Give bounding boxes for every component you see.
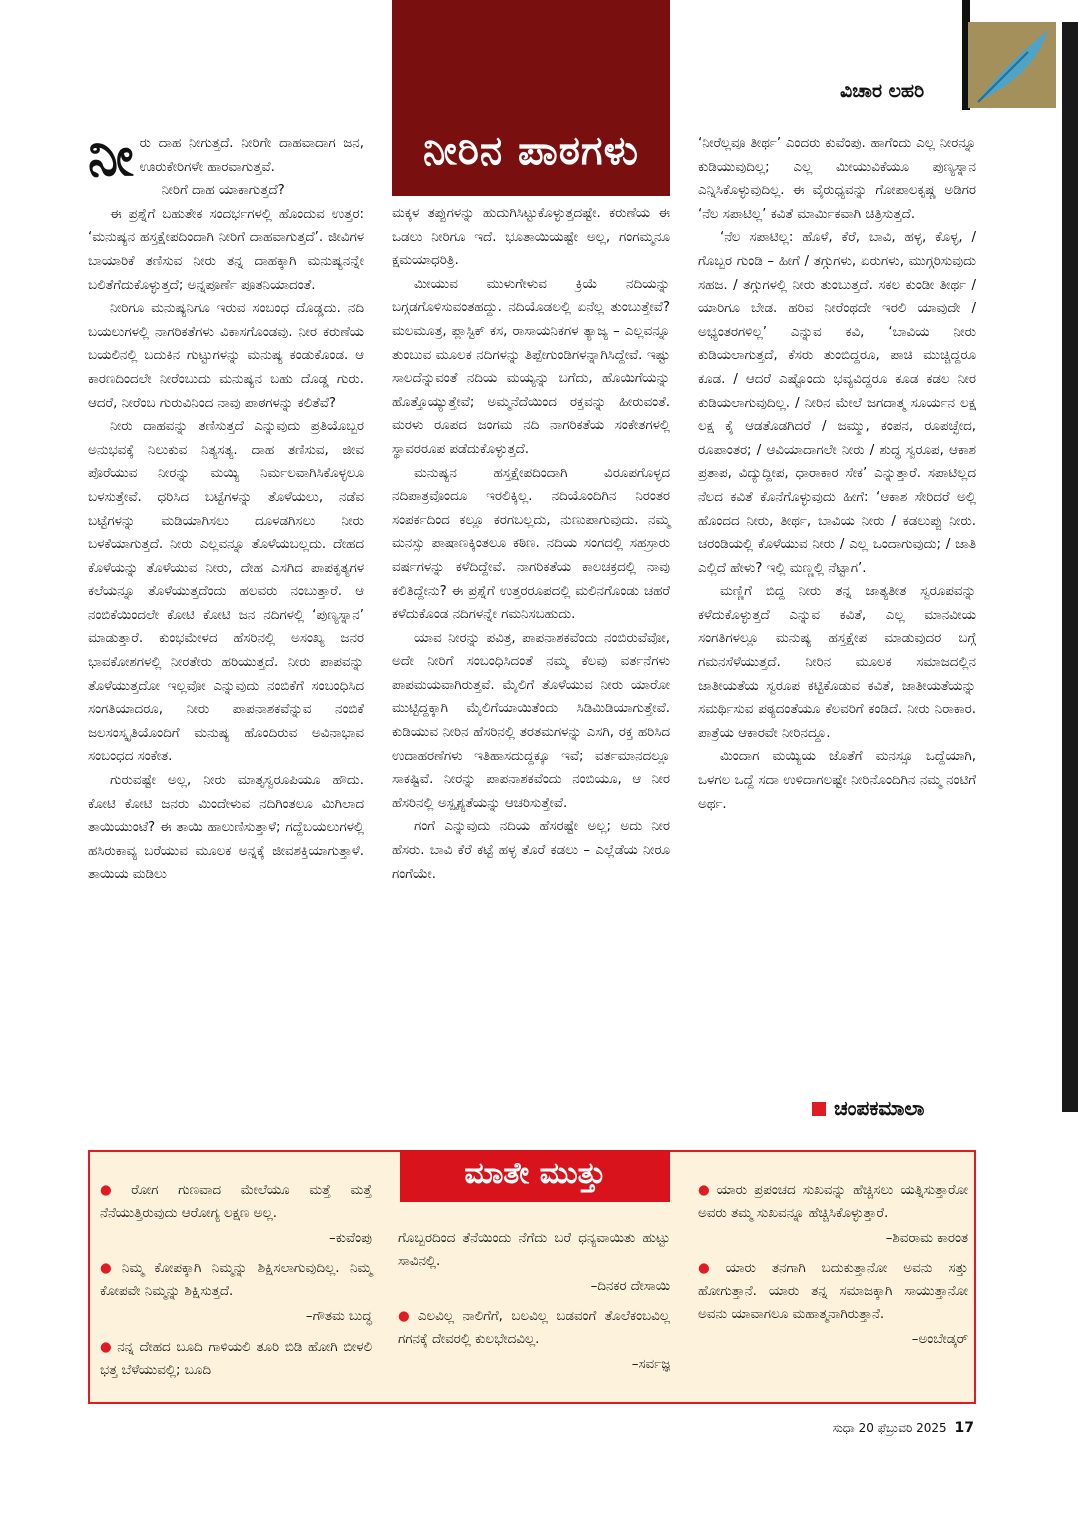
- drop-cap: ನೀ: [88, 125, 134, 188]
- quote-attribution: –ಶಿವರಾಮ ಕಾರಂತ: [885, 1230, 968, 1246]
- article-paragraph: ಯಾವ ನೀರನ್ನು ಪವಿತ್ರ, ಪಾಪನಾಶಕವೆಂದು ನಂಬಿರುವೆವೋ, ಅದೇ ನೀರಿಗೆ ಸಂಬಂಧಿಸಿದಂತೆ ನಮ್ಮ ಕೆಲವು ವರ್ತನೆಗಳು ಪಾಪಮಯವಾಗಿರುತ್ತವೆ. ಮೈಲಿಗೆ ತೊಳೆಯುವ ನೀರು ಯಾರೋ ಮುಟ್ಟಿದ್ದಕ್ಕಾಗಿ ಮೈಲಿಗೆಯಾಯಿತೆಂದು ಸಿಡಿಮಿಡಿಯಾಗುತ್ತೇವೆ. ಕುಡಿಯುವ ನೀರಿನ ಹೆಸರಿನಲ್ಲಿ ತರತಮಗಳನ್ನು ಎಸಗಿ, ರಕ್ತ ಹರಿಸಿದ ಉದಾಹರಣೆಗಳು ಇತಿಹಾಸದುದ್ದಕ್ಕೂ ಇವೆ; ವರ್ತಮಾನದಲ್ಲೂ ಸಾಕಷ್ಟಿವೆ. ನೀರನ್ನು ಪಾಪನಾಶಕವೆಂದು ನಂಬಿಯೂ, ಆ ನೀರ ಹೆಸರಿನಲ್ಲಿ ಅಸ್ಪೃಶ್ಯತೆಯನ್ನು ಆಚರಿಸುತ್ತೇವೆ.: [392, 630, 670, 811]
- quotes-column-3: [698, 1180, 968, 1360]
- article-paragraph: ‘ನೀರೆಲ್ಲವೂ ತೀರ್ಥ’ ಎಂದರು ಕುವೆಂಪು. ಹಾಗೆಂದು ಎಲ್ಲ ನೀರನ್ನೂ ಕುಡಿಯುವುದಿಲ್ಲ; ಎಲ್ಲ ಮೀಯುವಿಕೆಯೂ ಪುಣ್ಯಸ್ನಾನ ಎನ್ನಿಸಿಕೊಳ್ಳುವುದಿಲ್ಲ. ಈ ವೈರುಧ್ಯವನ್ನು ಗೋಪಾಲಕೃಷ್ಣ ಅಡಿಗರ ‘ನೆಲ ಸಪಾಟಿಲ್ಲ’ ಕವಿತೆ ಮಾರ್ಮಿಕವಾಗಿ ಚಿತ್ರಿಸುತ್ತದೆ.: [698, 136, 976, 222]
- bullet-icon: ●: [698, 1183, 713, 1198]
- bullet-icon: ●: [100, 1339, 114, 1355]
- quote-item: ಗೊಬ್ಬರದಿಂದ ತೆನೆಯಿಂದು ನೆಗೆದು ಬರೆ ಧನ್ಯವಾಯಿತು ಹುಟ್ಟು ಸಾವಿನಲ್ಲಿ.: [398, 1231, 670, 1269]
- article-column-3: [698, 132, 976, 816]
- article-title: ನೀರಿನ ಪಾಠಗಳು: [422, 128, 640, 174]
- quote-item: ● ಯಾರು ಪ್ರಪಂಚದ ಸುಖವನ್ನು ಹೆಚ್ಚಿಸಲು ಯತ್ನಿಸುತ್ತಾರೋ ಅವರು ತಮ್ಮ ಸುಖವನ್ನೂ ಹೆಚ್ಚಿಸಿಕೊಳ್ಳುತ್ತಾರೆ.: [698, 1183, 968, 1221]
- quotes-column-1: [100, 1180, 372, 1382]
- article-paragraph: ನೀರು ದಾಹವನ್ನು ತಣಿಸುತ್ತದೆ ಎನ್ನುವುದು ಪ್ರತಿಯೊಬ್ಬರ ಅನುಭವಕ್ಕೆ ನಿಲುಕುವ ನಿತ್ಯಸತ್ಯ. ದಾಹ ತಣಿಸುವ, ಜೀವ ಪೊರೆಯುವ ನೀರನ್ನು ಮಯ್ಯಿ ನಿರ್ಮಲವಾಗಿಸಿಕೊಳ್ಳಲೂ ಬಳಸುತ್ತೇವೆ. ಧರಿಸಿದ ಬಟ್ಟೆಗಳನ್ನು ತೊಳೆಯಲು, ನಡೆವ ಬಟ್ಟೆಗಳನ್ನು ಮಡಿಯಾಗಿಸಲು ದೂಳಡಗಿಸಲು ನೀರು ಬಳಕೆಯಾಗುತ್ತದೆ. ನೀರು ಎಲ್ಲವನ್ನೂ ತೊಳೆಯಬಲ್ಲದು. ದೇಹದ ಕೊಳೆಯನ್ನು ತೊಳೆಯುವ ನೀರು, ದೇಹ ಎಸಗಿದ ಪಾಪಕೃತ್ಯಗಳ ಕಲೆಯನ್ನೂ ತೊಳೆಯುತ್ತದೆಂದು ಹಲವರು ನಂಬುತ್ತಾರೆ. ಆ ನಂಬಿಕೆಯಿಂದಲೇ ಕೋಟಿ ಕೋಟಿ ಜನ ನದಿಗಳಲ್ಲಿ ‘ಪುಣ್ಯಸ್ನಾನ’ ಮಾಡುತ್ತಾರೆ. ಕುಂಭಮೇಳದ ಹೆಸರಿನಲ್ಲಿ ಅಸಂಖ್ಯ ಜನರ ಭಾವಕೋಶಗಳಲ್ಲಿ ನೀರತೇರು ಹರಿಯುತ್ತದೆ. ನೀರು ಪಾಪವನ್ನು ತೊಳೆಯುತ್ತದೋ ಇಲ್ಲವೋ ಎನ್ನುವುದು ನಂಬಿಕೆಗೆ ಸಂಬಂಧಿಸಿದ ಸಂಗತಿಯಾದರೂ, ನೀರು ಪಾಪನಾಶಕವೆನ್ನುವ ನಂಬಿಕೆ ಜಲಸಂಸ್ಕೃತಿಯೊಂದಿಗೆ ಮನುಷ್ಯ ಹೊಂದಿರುವ ಅವಿನಾಭಾವ ಸಂಬಂಧದ ಸಂಕೇತ.: [88, 419, 364, 765]
- article-paragraph: ಮಕ್ಕಳ ತಪ್ಪುಗಳನ್ನು ಹುದುಗಿಸಿಟ್ಟುಕೊಳ್ಳುತ್ತದಷ್ಟೇ. ಕರುಣೆಯ ಈ ಒಡಲು ನೀರಿಗೂ ಇದೆ. ಭೂತಾಯಿಯಷ್ಟೇ ಅಲ್ಲ, ಗಂಗಮ್ಮನೂ ಕ್ಷಮಯಾಧರಿತ್ರಿ.: [392, 206, 670, 269]
- article-paragraph: ನೀರಿಗೂ ಮನುಷ್ಯನಿಗೂ ಇರುವ ಸಂಬಂಧ ದೊಡ್ಡದು. ನದಿ ಬಯಲುಗಳಲ್ಲಿ ನಾಗರಿಕತೆಗಳು ವಿಕಾಸಗೊಂಡವು. ನೀರ ಕರುಣೆಯ ಬಯಲಿನಲ್ಲಿ ಬದುಕಿನ ಗುಟ್ಟುಗಳನ್ನು ಮನುಷ್ಯ ಕಂಡುಕೊಂಡ. ಆ ಕಾರಣದಿಂದಲೇ ನೀರೆಂಬುದು ಮನುಷ್ಯನ ಬಹು ದೊಡ್ಡ ಗುರು. ಆದರೆ, ನೀರೆಂಬ ಗುರುವಿನಿಂದ ನಾವು ಪಾಠಗಳನ್ನು ಕಲಿತೆವೆ?: [88, 301, 364, 411]
- article-paragraph: ಈ ಪ್ರಶ್ನೆಗೆ ಬಹುತೇಕ ಸಂದರ್ಭಗಳಲ್ಲಿ ಹೊಂದುವ ಉತ್ತರ: ‘ಮನುಷ್ಯನ ಹಸ್ತಕ್ಷೇಪದಿಂದಾಗಿ ನೀರಿಗೆ ದಾಹವಾಗುತ್ತದೆ’. ಜೀವಿಗಳ ಬಾಯಾರಿಕೆ ತಣಿಸುವ ನೀರು ತನ್ನ ದಾಹಕ್ಕಾಗಿ ಮನುಷ್ಯನನ್ನೇ ಬಲಿತೆಗೆದುಕೊಳ್ಳುತ್ತದೆ; ಅನ್ನಪೂರ್ಣೆ ಪೂತನಿಯಾದಂತೆ.: [88, 206, 364, 293]
- quote-item: ● ನನ್ನ ದೇಹದ ಬೂದಿ ಗಾಳಿಯಲಿ ತೂರಿ ಬಿಡಿ ಹೋಗಿ ಬೀಳಲಿ ಭತ್ತ ಬೆಳೆಯುವಲ್ಲಿ; ಬೂದಿ: [100, 1339, 372, 1378]
- quotes-title: ಮಾತೇ ಮುತ್ತು: [464, 1156, 606, 1191]
- quote-item: ● ನಿಮ್ಮ ಕೋಪಕ್ಕಾಗಿ ನಿಮ್ಮನ್ನು ಶಿಕ್ಷಿಸಲಾಗುವುದಿಲ್ಲ. ನಿಮ್ಮ ಕೋಪವೇ ನಿಮ್ಮನ್ನು ಶಿಕ್ಷಿಸುತ್ತದೆ.: [100, 1261, 372, 1300]
- bullet-icon: ●: [100, 1183, 128, 1198]
- bullet-icon: ●: [100, 1261, 118, 1277]
- article-column-1: [88, 125, 364, 887]
- quote-attribution: –ಅಂಬೇಡ್ಕರ್: [911, 1331, 968, 1347]
- decorative-side-strip: [1062, 22, 1078, 1112]
- red-square-icon: [812, 1102, 826, 1116]
- bullet-icon: ●: [398, 1309, 414, 1325]
- quote-attribution: –ದಿನಕರ ದೇಸಾಯಿ: [590, 1278, 670, 1294]
- author-name: ಚಂಪಕಮಾಲಾ: [834, 1096, 925, 1120]
- author-byline: [812, 1096, 924, 1120]
- article-paragraph: ಗುರುವಷ್ಟೇ ಅಲ್ಲ, ನೀರು ಮಾತೃಸ್ವರೂಪಿಯೂ ಹೌದು. ಕೋಟಿ ಕೋಟಿ ಜನರು ಮಿಂದೇಳುವ ನದಿಗಿಂತಲೂ ಮಿಗಿಲಾದ ತಾಯಿಯುಂಟೆ? ಈ ತಾಯಿ ಹಾಲುಣಿಸುತ್ತಾಳೆ; ಗದ್ದೆಬಯಲುಗಳಲ್ಲಿ ಹಸಿರುಕಾವ್ಯ ಬರೆಯುವ ಮೂಲಕ ಅನ್ನಕ್ಕೆ ಜೀವಶಕ್ತಿಯಾಗುತ್ತಾಳೆ. ತಾಯಿಯ ಮಡಿಲು: [88, 773, 364, 883]
- article-paragraph: ಮಿಂದಾಗ ಮಯ್ಯಿಯ ಜೊತೆಗೆ ಮನಸ್ಸೂ ಒದ್ದೆಯಾಗಿ, ಒಳಗಲ ಒದ್ದೆ ಸದಾ ಉಳಿದಾಗಲಷ್ಟೇ ನೀರಿನೊಂದಿಗಿನ ನಮ್ಮ ನಂಟಿಗೆ ಅರ್ಥ.: [698, 749, 976, 812]
- article-paragraph: ನೀರಿಗೆ ದಾಹ ಯಾಕಾಗುತ್ತದೆ?: [161, 183, 285, 199]
- quote-item: ● ಯಾರು ತನಗಾಗಿ ಬದುಕುತ್ತಾನೋ ಅವನು ಸತ್ತು ಹೋಗುತ್ತಾನೆ. ಯಾರು ತನ್ನ ಸಮಾಜಕ್ಕಾಗಿ ಸಾಯುತ್ತಾನೋ ಅವನು ಯಾವಾಗಲೂ ಮಹಾತ್ಮನಾಗಿರುತ್ತಾನೆ.: [698, 1261, 969, 1322]
- article-paragraph: ಮೀಯುವ ಮುಳುಗೇಳುವ ಕ್ರಿಯೆ ನದಿಯನ್ನು ಬಗ್ಗಡಗೊಳಿಸುವಂತಹದ್ದು. ನದಿಯೊಡಲಲ್ಲಿ ಏನೆಲ್ಲ ತುಂಬುತ್ತೇವೆ? ಮಲಮೂತ್ರ, ಪ್ಲಾಸ್ಟಿಕ್ ಕಸ, ರಾಸಾಯನಿಕಗಳ ತ್ಯಾಜ್ಯ – ಎಲ್ಲವನ್ನೂ ತುಂಬುವ ಮೂಲಕ ನದಿಗಳನ್ನು ತಿಪ್ಪೇಗುಂಡಿಗಳನ್ನಾಗಿಸಿದ್ದೇವೆ. ಇಷ್ಟು ಸಾಲದೆನ್ನುವಂತೆ ನದಿಯ ಮಯ್ಯನ್ನು ಬಗೆದು, ಹೊಯಿಗೆಯನ್ನು ಹೊತ್ತೊಯ್ಯುತ್ತೇವೆ; ಅಮ್ಮನೆದೆಯಿಂದ ರಕ್ತವನ್ನು ಹೀರುವಂತೆ. ಮರಳು ರೂಪದ ಜಂಗಮ ನದಿ ನಾಗರಿಕತೆಯ ಸಂಕೇತಗಳಲ್ಲಿ ಸ್ಥಾವರರೂಪ ಪಡೆದುಕೊಳ್ಳುತ್ತದೆ.: [392, 276, 670, 457]
- article-paragraph: ನೀರು ದಾಹ ನೀಗುತ್ತದೆ. ನೀರಿಗೇ ದಾಹವಾದಾಗ ಜನ, ಊರುಕೇರಿಗಳೇ ಹಾರವಾಗುತ್ತವೆ.: [88, 125, 364, 188]
- quote-attribution: –ಗೌತಮ ಬುದ್ಧ: [305, 1308, 372, 1324]
- feather-logo: [968, 22, 1056, 108]
- article-column-2: [392, 202, 670, 886]
- bullet-icon: ●: [698, 1261, 722, 1277]
- article-paragraph: ‘ನೆಲ ಸಪಾಟಿಲ್ಲ: ಹೊಳೆ, ಕೆರೆ, ಬಾವಿ, ಹಳ್ಳ, ಕೊಳ್ಳ, / ಗೊಬ್ಬರ ಗುಂಡಿ – ಹೀಗೆ / ತಗ್ಗುಗಳು, ಏರುಗಳು, ಮುಗ್ಗರಿಸುವುದು ಸಹಜ. / ತಗ್ಗುಗಳಲ್ಲಿ ನೀರು ತುಂಬುತ್ತದೆ. ಸಕಲ ಕುಂಡೀ ತೀರ್ಥ / ಯಾರಿಗೂ ಬೇಡ. ಹರಿವ ನೀರೆಂಥದೇ ಇರಲಿ ಯಾವುದೇ / ಅಭ್ಯಂತರಗಳಿಲ್ಲ’ ಎನ್ನುವ ಕವಿ, ‘ಬಾವಿಯ ನೀರು ಕುಡಿಯಲಾಗುತ್ತದೆ, ಕೆಸರು ತುಂಬಿದ್ದರೂ, ಪಾಚಿ ಮುಚ್ಚಿದ್ದರೂ ಕೂಡ. / ಆದರೆ ಎಷ್ಟೊಂದು ಭವ್ಯವಿದ್ದರೂ ಕೂಡ ಕಡಲ ನೀರ ಕುಡಿಯಲಾಗುವುದಿಲ್ಲ. / ನೀರಿನ ಮೇಲೆ ಜಗದಾತ್ಮ ಸೂರ್ಯನ ಲಕ್ಷ ಲಕ್ಷ ಕೈ ಆಡತೊಡಗಿದರೆ / ಜಮ್ಮು, ಕಂಪನ, ರೂಪಚ್ಛೇದ, ರೂಪಾಂತರ; / ಆವಿಯಾದಾಗಲೇ ನೀರು / ಶುದ್ಧ ಸ್ವರೂಪ, ಆಕಾಶ ಪ್ರತಾಪ, ವಿದ್ಯುದ್ದೀಪ, ಧಾರಾಕಾರ ಸೇಕ’ ಎನ್ನುತ್ತಾರೆ. ಸಪಾಟಿಲ್ಲದ ನೆಲದ ಕವಿತೆ ಕೊನೆಗೊಳ್ಳುವುದು ಹೀಗೆ: ‘ಆಕಾಶ ಸೇರಿದರೆ ಅಲ್ಲಿ ಹೊಂದದ ನೀರು, ತೀರ್ಥ, ಬಾವಿಯ ನೀರು / ಕಡಲುಪ್ಪು ನೀರು. ಚರಂಡಿಯಲ್ಲಿ ಕೊಳೆಯುವ ನೀರು / ಎಲ್ಲ ಒಂದಾಗುವುದು; / ಜಾತಿ ಎಲ್ಲಿದೆ ಹೇಳು? ಇಲ್ಲಿ ಮಣ್ಣಲ್ಲಿ ನೆಟ್ಟಾಗ’.: [698, 230, 976, 576]
- quote-item: ● ರೋಗ ಗುಣವಾದ ಮೇಲೆಯೂ ಮತ್ತೆ ಮತ್ತೆ ನೆನೆಯುತ್ತಿರುವುದು ಆರೋಗ್ಯ ಲಕ್ಷಣ ಅಲ್ಲ.: [100, 1183, 372, 1221]
- page-number: 17: [954, 1420, 974, 1436]
- page-footer: [833, 1420, 974, 1436]
- article-paragraph: ಮಣ್ಣಿಗೆ ಬಿದ್ದ ನೀರು ತನ್ನ ಜಾತ್ಯತೀತ ಸ್ವರೂಪವನ್ನು ಕಳೆದುಕೊಳ್ಳುತ್ತದೆ ಎನ್ನುವ ಕವಿತೆ, ಎಲ್ಲ ಮಾನವೀಯ ಸಂಗತಿಗಳಲ್ಲೂ ಮನುಷ್ಯ ಹಸ್ತಕ್ಷೇಪ ಮಾಡುವುದರ ಬಗ್ಗೆ ಗಮನಸೆಳೆಯುತ್ತದೆ. ನೀರಿನ ಮೂಲಕ ಸಮಾಜದಲ್ಲಿನ ಜಾತೀಯತೆಯ ಸ್ವರೂಪ ಕಟ್ಟಿಕೊಡುವ ಕವಿತೆ, ಜಾತೀಯತೆಯನ್ನು ಸಮರ್ಥಿಸುವ ಪಠ್ಯದಂತೆಯೂ ಕೆಲವರಿಗೆ ಕಂಡಿದೆ. ನೀರು ನಿರಾಕಾರ. ಪಾತ್ರೆಯ ಆಕಾರವೇ ನೀರಿನದ್ದೂ.: [698, 584, 976, 741]
- quotes-title-banner: [400, 1150, 670, 1202]
- quotes-column-2: [398, 1228, 670, 1385]
- quote-attribution: –ಕುವೆಂಪು: [329, 1230, 372, 1246]
- issue-info: ಸುಧಾ 20 ಫೆಬ್ರುವರಿ 2025: [832, 1421, 947, 1435]
- article-paragraph: ಮನುಷ್ಯನ ಹಸ್ತಕ್ಷೇಪದಿಂದಾಗಿ ವಿರೂಪಗೊಳ್ಳದ ನದಿಪಾತ್ರವೊಂದೂ ಇರಲಿಕ್ಕಿಲ್ಲ. ನದಿಯೊಂದಿಗಿನ ನಿರಂತರ ಸಂಪರ್ಕದಿಂದ ಕಲ್ಲೂ ಕರಗಬಲ್ಲದು, ನುಣುಪಾಗುವುದು. ನಮ್ಮ ಮನಸ್ಸು ಪಾಷಾಣಕ್ಕಿಂತಲೂ ಕಠಿಣ. ನದಿಯ ಸಂಗದಲ್ಲಿ ಸಹಸ್ರಾರು ವರ್ಷಗಳನ್ನು ಕಳೆದಿದ್ದೇವೆ. ನಾಗರಿಕತೆಯ ಕಾಲಚಕ್ರದಲ್ಲಿ ನಾವು ಕಲಿತಿದ್ದೇನು? ಈ ಪ್ರಶ್ನೆಗೆ ಉತ್ತರರೂಪದಲ್ಲಿ ಮಲಿನಗೊಂಡು ಚಹರೆ ಕಳೆದುಕೊಂಡ ನದಿಗಳನ್ನೇ ಗಮನಿಸಬಹುದು.: [392, 465, 670, 623]
- quote-item: ● ಎಲವಿಲ್ಲ ನಾಲಿಗೆಗೆ, ಬಲವಿಲ್ಲ ಬಡವಂಗೆ ತೊಲೆಕಂಬವಿಲ್ಲ ಗಗನಕ್ಕೆ ದೇವರಲ್ಲಿ ಕುಲಭೇದವಿಲ್ಲ.: [398, 1309, 670, 1348]
- feather-icon: [968, 22, 1056, 108]
- quote-attribution: –ಸರ್ವಜ್ಞ: [631, 1356, 670, 1372]
- title-banner: [392, 0, 670, 196]
- column-label: ವಿಚಾರ ಲಹರಿ: [840, 80, 925, 102]
- article-paragraph: ಗಂಗೆ ಎನ್ನುವುದು ನದಿಯ ಹೆಸರಷ್ಟೇ ಅಲ್ಲ; ಅದು ನೀರ ಹೆಸರು. ಬಾವಿ ಕೆರೆ ಕಟ್ಟೆ ಹಳ್ಳ ತೊರೆ ಕಡಲು – ಎಲ್ಲೆಡೆಯ ನೀರೂ ಗಂಗೆಯೇ.: [392, 819, 670, 882]
